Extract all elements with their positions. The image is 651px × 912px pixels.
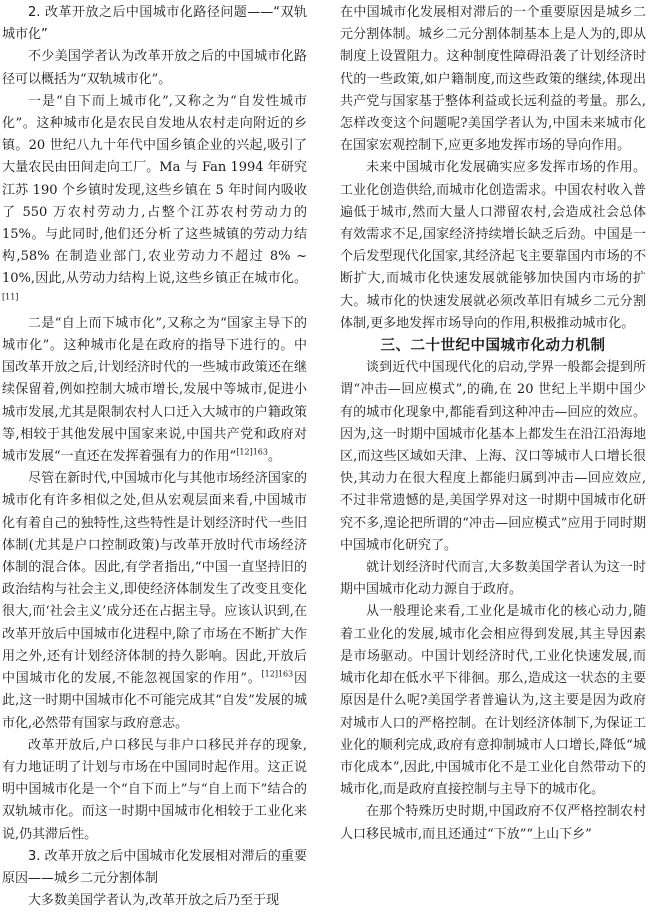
paragraph-2 xyxy=(2,91,307,313)
paragraph-3 xyxy=(2,313,307,468)
paragraph-7: 在中国城市化发展相对滞后的一个重要原因是城乡二元分割体制。城乡二元分割体制基本上是人为的,即从制度上设置阻力。这种制度性障碍沿袭了计划经济时代的一些政策,如户籍制度,而这些政策的继续,体现出共产党与国家基于整体利益或长远利益的考量。那么,怎样改变这个问题呢?美国学者认为,中国未来城市化在国家宏观控制下,应更多地发挥市场的导向作用。 xyxy=(340,5,646,154)
paragraph-4-text: 尽管在新时代,中国城市化与其他市场经济国家的城市化有许多相似之处,但从宏观层面来看,中国城市化有着自己的独特性,这些特性是计划经济时代一些旧体制(尤其是户口控制政策)与改革开放时代市场经济体制的混合体。因此,有学者指出,“中国一直坚持旧的政治结构与社会主义,即使经济体制发生了改变且变化很大,而‘社会主义’成分还在占据主导。应该认识到,在改革开放后中国城市化进程中,除了市场在不断扩大作用之外,还有计划经济体制的持久影响。因此,开放后中国城市化的发展,不能忽视国家的作用”。 xyxy=(2,471,307,687)
section-heading: 三、二十世纪中国城市化动力机制 xyxy=(380,338,606,355)
citation-12-163-b: [12]163 xyxy=(261,669,294,679)
citation-11: [11] xyxy=(2,292,19,302)
paragraph-5: 改革开放后,户口移民与非户口移民并存的现象,有力地证明了计划与市场在中国同时起作用。这正说明中国城市化是一个“自下而上”与“自上而下”结合的双轨城市化。而这一时期中国城市化相较于工业化来说,仍其滞后性。 xyxy=(2,737,307,842)
paragraph-6: 大多数美国学者认为,改革开放之后乃至于现 xyxy=(28,893,280,909)
left-column xyxy=(2,2,307,912)
subheading-3: 3. 改革开放之后中国城市化发展相对滞后的重要原因——城乡二元分割体制 xyxy=(2,848,307,886)
paragraph-12: 在那个特殊历史时期,中国政府不仅严格控制农村人口移民城市,而且还通过“下放”“上山下乡” xyxy=(340,804,646,842)
paragraph-3-text: 二是“自上而下城市化”,又称之为“国家主导下的城市化”。这种城市化是在政府的指导下进行的。中国改革开放之后,计划经济时代的一些城市政策还在继续保留着,例如控制大城市增长,发展中等城市,促进小城市发展,尤其是限制农村人口迁入大城市的户籍政策等,相较于其他发展中国家来说,中国共产党和政府对城市发展“一直还在发挥着强有力的作用” xyxy=(2,315,307,465)
paragraph-1: 不少美国学者认为改革开放之后的中国城市化路径可以概括为“双轨城市化”。 xyxy=(2,49,307,87)
paragraph-3-end: 。 xyxy=(268,449,282,465)
paragraph-10: 就计划经济时代而言,大多数美国学者认为这一时期中国城市化动力源自于政府。 xyxy=(340,560,646,598)
paragraph-4 xyxy=(2,468,307,734)
subheading-2: 2. 改革开放之后中国城市化路径问题——“双轨城市化” xyxy=(2,5,307,43)
paragraph-2-text: 一是“自下而上城市化”,又称之为“自发性城市化”。这种城市化是农民自发地从农村走向附近的乡镇。20 世纪八九十年代中国乡镇企业的兴起,吸引了大量农民由田间走向工厂。Ma 与 Fan 1994 年研究江苏 190 个乡镇时发现,这些乡镇在 5 年时间内吸收了 550 万农村劳动力,占整个江苏农村劳动力的 15%。与此同时,他们还分析了这些城镇的劳动力结构,58% 在制造业部门,农业劳动力不超过 8% ~ 10%,因此,从劳动力结构上说,这些乡镇正在城市化。 xyxy=(2,93,307,287)
paragraph-4-end: 因此,这一时期中国城市化不可能完成其“自发”发展的城市化,必然带有国家与政府意志。 xyxy=(2,671,307,731)
paragraph-9: 谈到近代中国现代化的启动,学界一般都会提到所谓“冲击—回应模式”,的确,在 20 世纪上半期中国少有的城市化现象中,都能看到这种冲击—回应的效应。因为,这一时期中国城市化基本上都发生在沿江沿海地区,而这些区域如天津、上海、汉口等城市人口增长很快,其动力在很大程度上都能归属到冲击—回应效应,不过非常遗憾的是,美国学界对这一时期中国城市化研究不多,遑论把所谓的“冲击—回应模式”应用于同时期中国城市化研究了。 xyxy=(340,360,646,553)
citation-12-163-a: [12]163 xyxy=(236,447,268,457)
paragraph-8: 未来中国城市化发展确实应多发挥市场的作用。工业化创造供给,而城市化创造需求。中国农村收入普遍低于城市,然而大量人口滞留农村,会造成社会总体有效需求不足,国家经济持续增长缺乏后劲。中国是一个后发型现代化国家,其经济起飞主要靠国内市场的不断扩大,而城市化快速发展就能够加快国内市场的扩大。城市化的快速发展就必须改革旧有城乡二元分割体制,更多地发挥市场导向的作用,积极推动城市化。 xyxy=(340,160,646,331)
right-column xyxy=(340,2,646,846)
paragraph-11: 从一般理论来看,工业化是城市化的核心动力,随着工业化的发展,城市化会相应得到发展,其主导因素是市场驱动。中国计划经济时代,工业化快速发展,而城市化却在低水平下徘徊。那么,造成这一状态的主要原因是什么呢?美国学者普遍认为,这主要是因为政府对城市人口的严格控制。在计划经济体制下,为保证工业化的顺利完成,政府有意抑制城市人口增长,降低“城市化成本”,因此,中国城市化不是工业化自然带动下的城市化,而是政府直接控制与主导下的城市化。 xyxy=(340,604,646,798)
